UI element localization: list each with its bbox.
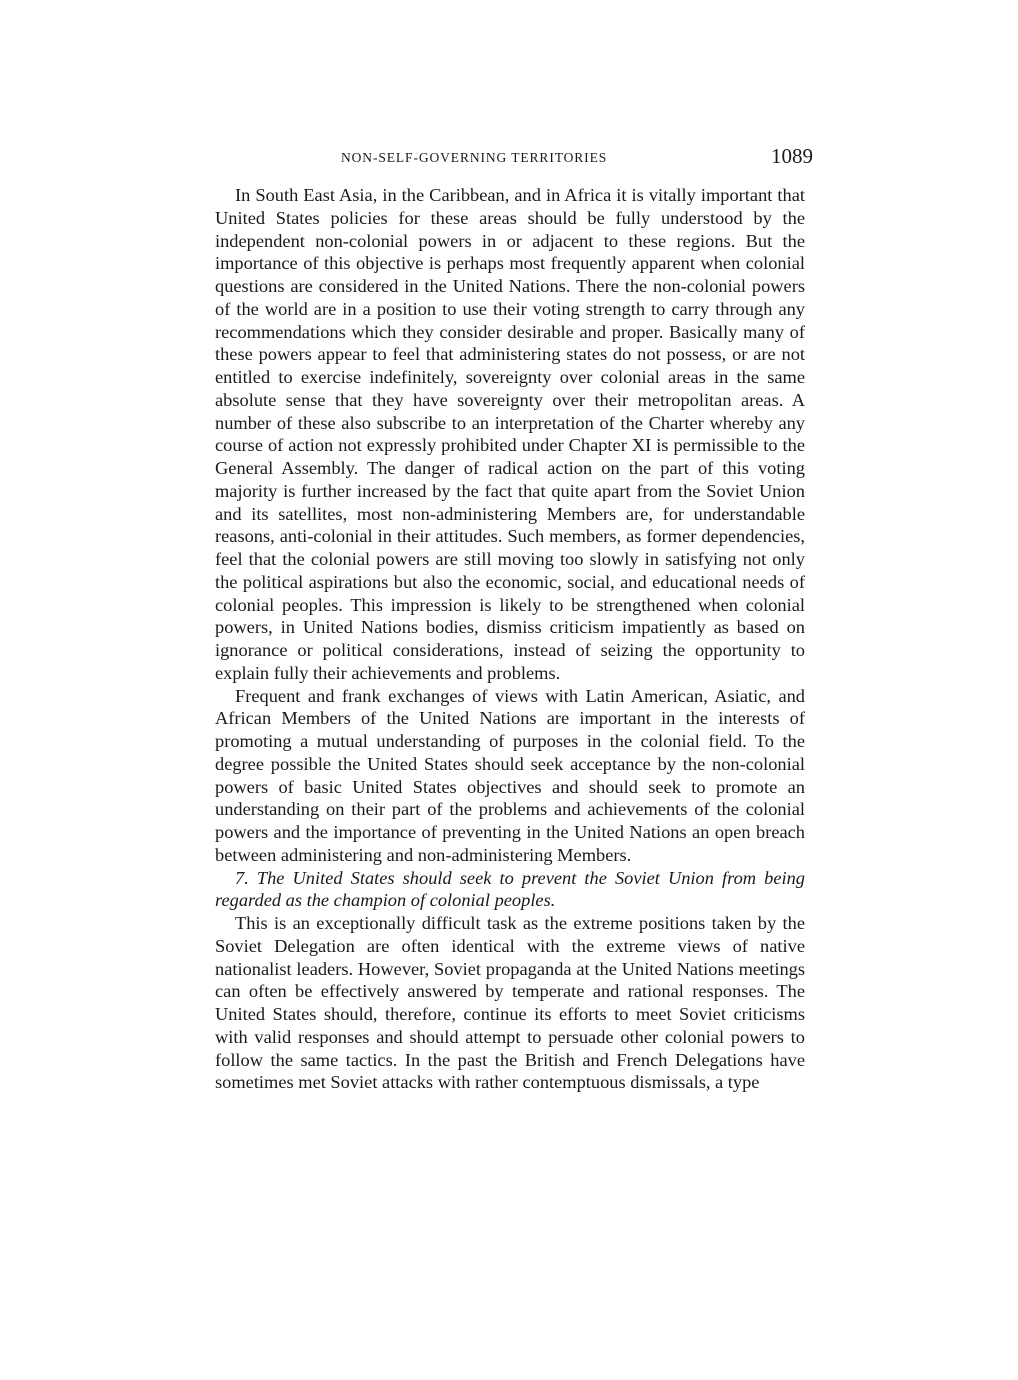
paragraph-soviet-propaganda: This is an exceptionally difficult task as the extreme positions taken by the Soviet Delegation are often identical with the extreme views of native nationalist leaders. However, Soviet propaganda at the United Nations meetings can often be effectively answered by temperate and rational responses. The United States should, therefore, continue its efforts to meet Soviet criticisms with valid responses and should attempt to persuade other colonial powers to follow the same tactics. In the past the British and French Delegations have sometimes met Soviet attacks with rather contemptuous dismissals, a type <box>215 913 805 1093</box>
running-title: NON-SELF-GOVERNING TERRITORIES <box>341 150 608 165</box>
section-heading-7: 7. The United States should seek to prevent the Soviet Union from being regarded as the champion of colonial peoples. <box>215 867 805 911</box>
body-text <box>215 184 805 1094</box>
page-number: 1089 <box>771 144 813 168</box>
paragraph-south-east-asia: In South East Asia, in the Caribbean, and in Africa it is vitally important that United States policies for these areas should be fully understood by the independent non-colonial powers in or adjacent to these regions. But the importance of this objective is perhaps most frequently apparent when colonial questions are considered in the United Nations. There the non-colonial powers of the world are in a position to use their voting strength to carry through any recommendations which they consider desirable and proper. Basically many of these powers appear to feel that administering states do not possess, or are not entitled to exercise indefinitely, sovereignty over colonial areas in the same absolute sense that they have sovereignty over their metropolitan areas. A number of these also subscribe to an interpretation of the Charter whereby any course of action not expressly prohibited under Chapter XI is permissible to the General Assembly. The danger of radical action on the part of this voting majority is further increased by the fact that quite apart from the Soviet Union and its satellites, most non-administering Members are, for understandable reasons, anti-colonial in their attitudes. Such members, as former dependencies, feel that the colonial powers are still moving too slowly in satisfying not only the political aspirations but also the economic, social, and educational needs of colonial peoples. This impression is likely to be strengthened when colonial powers, in United Nations bodies, dismiss criticism impatiently as based on ignorance or political considerations, instead of seizing the opportunity to explain fully their achievements and problems. <box>215 185 805 683</box>
running-head <box>215 144 813 174</box>
paragraph-frequent-exchanges: Frequent and frank exchanges of views with Latin American, Asiatic, and African Members of the United Nations are important in the interests of promoting a mutual understanding of purposes in the colonial field. To the degree possible the United States should seek acceptance by the non-colonial powers of basic United States objectives and should seek to promote an understanding on their part of the problems and achievements of the colonial powers and the importance of preventing in the United Nations an open breach between administering and non-administering Members. <box>215 685 805 865</box>
